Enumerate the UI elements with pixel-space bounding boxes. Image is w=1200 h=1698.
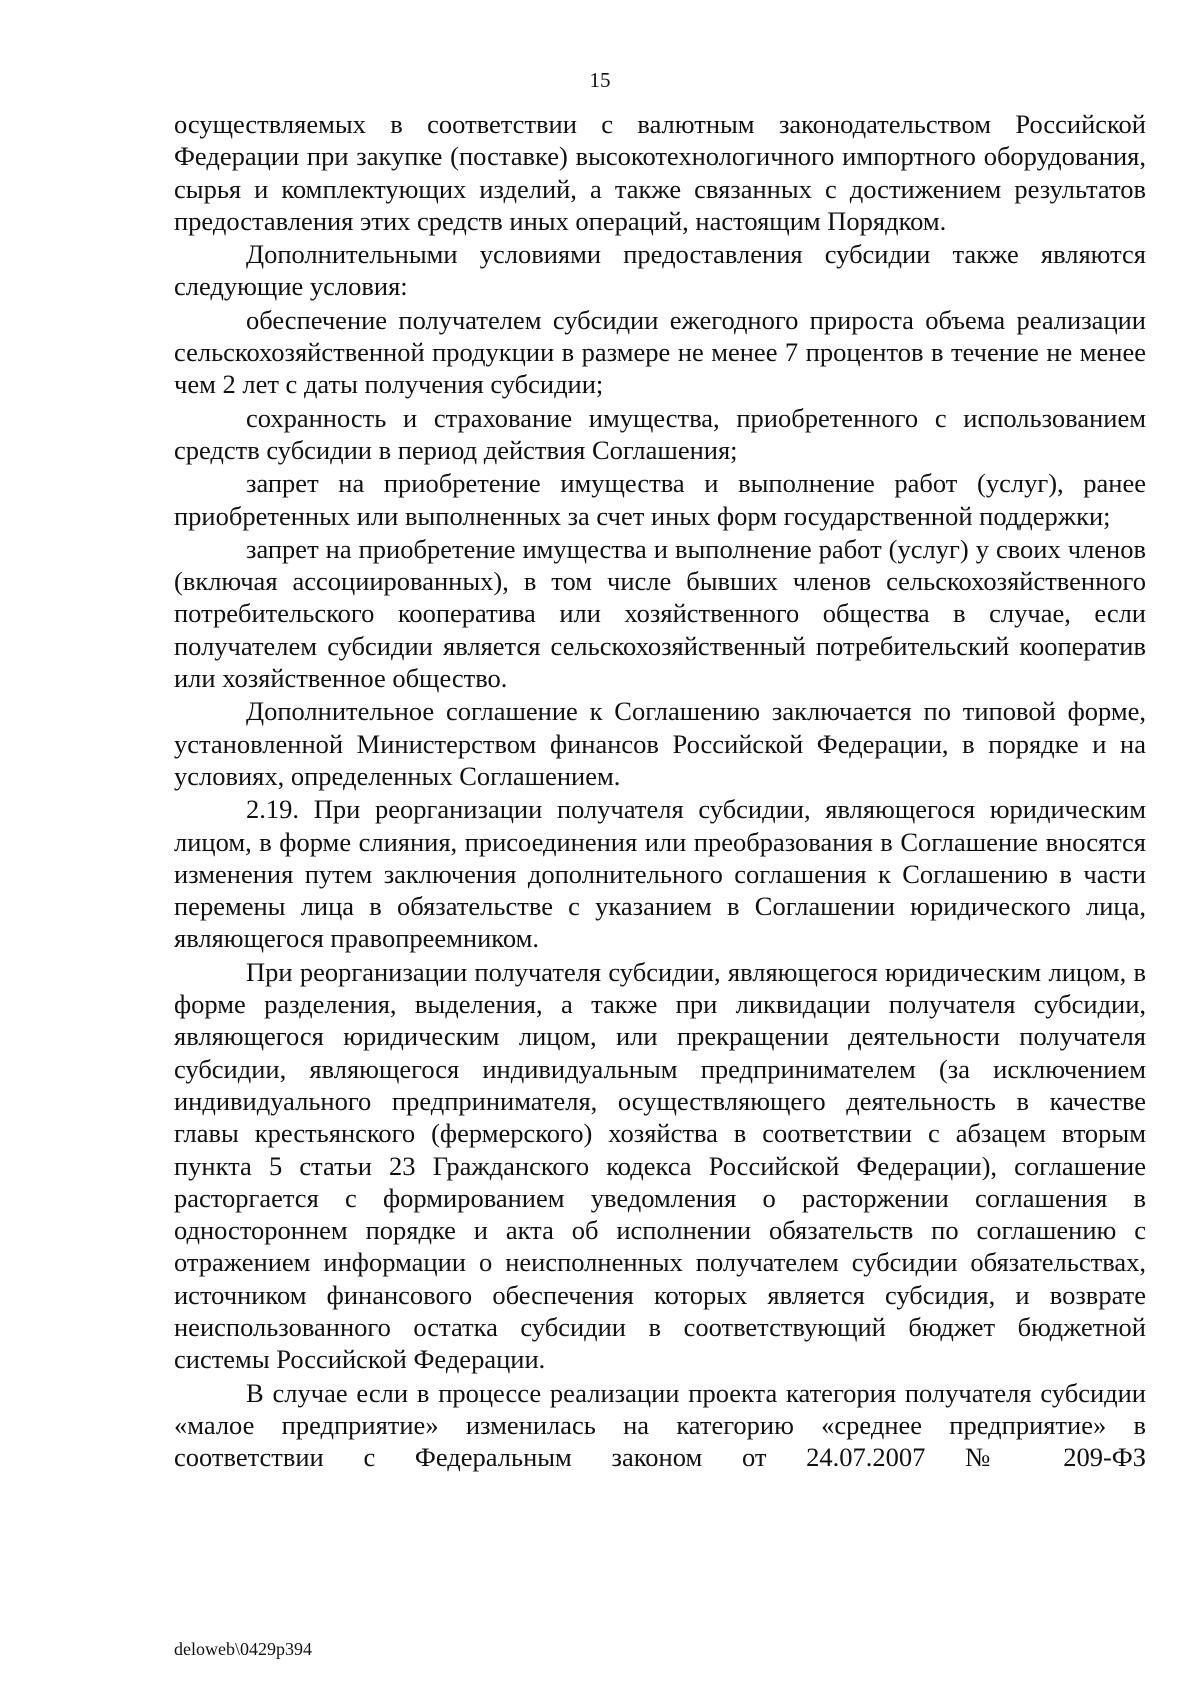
- document-body: [174, 108, 1146, 1474]
- paragraph-condition-growth: обеспечение получателем субсидии ежегодного прироста объема реализации сельскохозяйственной продукции в размере не менее 7 процентов в течение не менее чем 2 лет с даты получения субсидии;: [174, 304, 1146, 400]
- page-number: 15: [589, 68, 611, 92]
- paragraph-section-2-19: 2.19. При реорганизации получателя субсидии, являющегося юридическим лицом, в форме слияния, присоединения или преобразования в Соглашение вносятся изменения путем заключения дополнительного соглашения к Соглашению в части перемены лица в обязательстве с указанием в Соглашении юридического лица, являющегося правопреемником.: [174, 794, 1146, 954]
- paragraph-continuation: осуществляемых в соответствии с валютным законодательством Российской Федерации при закупке (поставке) высокотехнологичного импортного оборудования, сырья и комплектующих изделий, а также связанных с достижением результатов предоставления этих средств иных операций, настоящим Порядком.: [174, 109, 1146, 236]
- paragraph-supplementary-agreement: Дополнительное соглашение к Соглашению заключается по типовой форме, установленной Министерством финансов Российской Федерации, в порядке и на условиях, определенных Соглашением.: [174, 696, 1146, 791]
- document-footer-id: deloweb\0429p394: [174, 1639, 312, 1659]
- paragraph-reorganization-termination: При реорганизации получателя субсидии, являющегося юридическим лицом, в форме разделения, выделения, а также при ликвидации получателя субсидии, являющегося юридическим лицом, или прекращении деятельности получателя субсидии, являющегося индивидуальным предпринимателем (за исключением индивидуального предпринимателя, осуществляющего деятельность в качестве главы крестьянского (фермерского) хозяйства в соответствии с абзацем вторым пункта 5 статьи 23 Гражданского кодекса Российской Федерации), соглашение расторгается с формированием уведомления о расторжении соглашения в одностороннем порядке и акта об исполнении обязательств по соглашению с отражением информации о неисполненных получателем субсидии обязательствах, источником финансового обеспечения которых является субсидия, и возврате неиспользованного остатка субсидии в соответствующий бюджет бюджетной системы Российской Федерации.: [174, 956, 1146, 1375]
- paragraph-condition-prohibition-state-support: запрет на приобретение имущества и выполнение работ (услуг), ранее приобретенных или выполненных за счет иных форм государственной поддержки;: [174, 468, 1146, 531]
- paragraph-condition-insurance: сохранность и страхование имущества, приобретенного с использованием средств субсидии в период действия Соглашения;: [174, 402, 1146, 465]
- paragraph-condition-prohibition-members: запрет на приобретение имущества и выполнение работ (услуг) у своих членов (включая ассоциированных), в том числе бывших членов сельскохозяйственного потребительского кооператива или хозяйственного общества в случае, если получателем субсидии является сельскохозяйственный потребительский кооператив или хозяйственное общество.: [174, 533, 1146, 694]
- paragraph-category-change: В случае если в процессе реализации проекта категория получателя субсидии «малое предприятие» изменилась на категорию «среднее предприятие» в соответствии с Федеральным законом от 24.07.2007 № 209-ФЗ: [174, 1377, 1146, 1473]
- paragraph-additional-conditions: Дополнительными условиями предоставления субсидии также являются следующие условия:: [174, 239, 1146, 302]
